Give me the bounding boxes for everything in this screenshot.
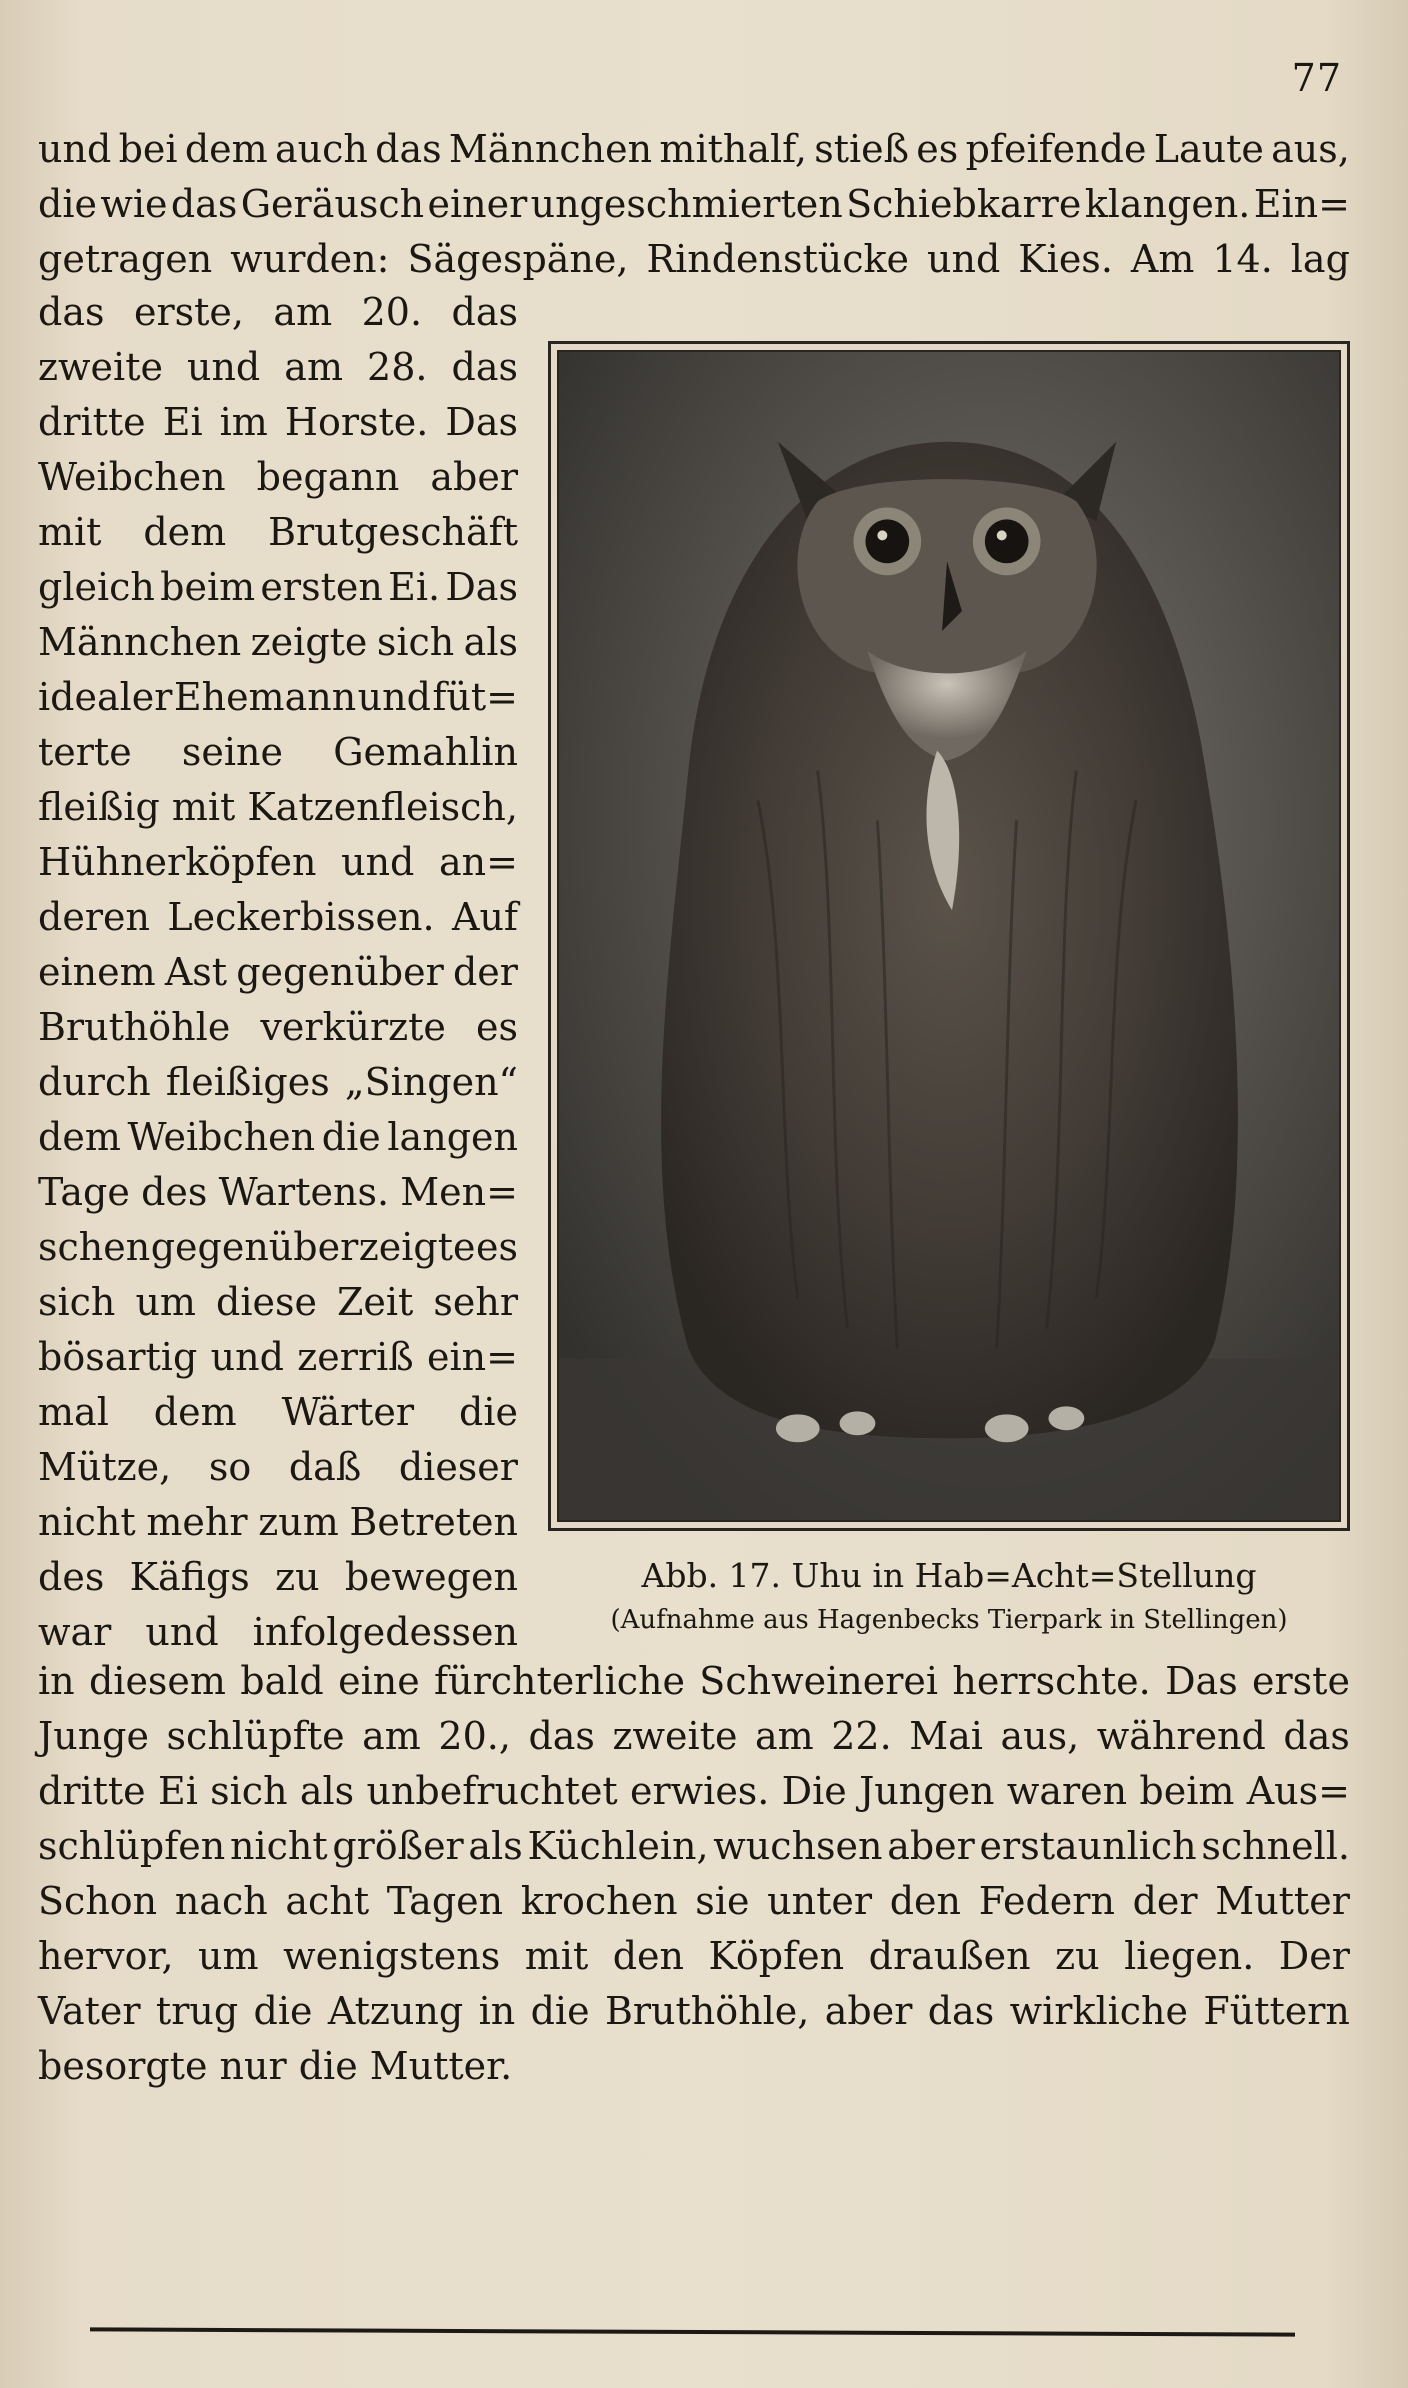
- word: wie: [100, 182, 168, 226]
- word: dem: [184, 127, 268, 171]
- word: größer: [332, 1824, 464, 1868]
- word: Die: [781, 1769, 847, 1813]
- word: Men=: [400, 1170, 518, 1214]
- word: Ei: [157, 1769, 198, 1813]
- word: war: [38, 1610, 112, 1654]
- word: und: [186, 345, 261, 389]
- word: diese: [216, 1280, 317, 1324]
- word: mit: [38, 510, 102, 554]
- word: aber: [430, 455, 518, 499]
- word: gegenüber: [236, 950, 444, 994]
- word: mit: [524, 1934, 589, 1978]
- word: hervor,: [38, 1934, 174, 1978]
- word: sich: [38, 1280, 116, 1324]
- word: Wartens.: [218, 1170, 390, 1214]
- word: um: [135, 1280, 196, 1324]
- word: klangen.: [1084, 182, 1251, 226]
- word: liegen.: [1124, 1934, 1255, 1978]
- word: ersten: [260, 565, 383, 609]
- word: Hühnerköpfen: [38, 840, 317, 884]
- word: zu: [275, 1555, 320, 1599]
- word: und: [145, 1610, 219, 1654]
- word: erste: [1252, 1659, 1350, 1703]
- text-line: [38, 1275, 518, 1329]
- word: Aus=: [1246, 1769, 1350, 1813]
- word: unbefruchtet: [366, 1769, 618, 1813]
- word: gleich: [38, 565, 155, 609]
- word: waren: [1006, 1769, 1128, 1813]
- word: Weibchen: [38, 455, 226, 499]
- text-line: [38, 1654, 1350, 1708]
- word: und: [210, 1335, 284, 1379]
- word: wuchsen: [713, 1824, 883, 1868]
- word: mit: [171, 785, 236, 829]
- word: so: [208, 1445, 252, 1489]
- word: Katzenfleisch,: [247, 785, 518, 829]
- word: mithalf,: [659, 127, 807, 171]
- word: Das: [445, 565, 518, 609]
- owl-photo: [557, 350, 1341, 1522]
- word: Küchlein,: [527, 1824, 709, 1868]
- word: der: [452, 950, 518, 994]
- page-bottom-rule: [90, 2327, 1295, 2336]
- word: Gemahlin: [333, 730, 518, 774]
- word: nicht: [38, 1500, 136, 1544]
- word: eine: [338, 1659, 420, 1703]
- text-line: [38, 1605, 518, 1659]
- word: stieß: [814, 127, 910, 171]
- text-line: [38, 1000, 518, 1054]
- word: Leckerbissen.: [167, 895, 435, 939]
- word: es: [475, 1005, 518, 1049]
- word: 20.,: [438, 1714, 511, 1758]
- word: zweite: [38, 345, 163, 389]
- word: Zeit: [337, 1280, 414, 1324]
- word: sie: [695, 1879, 750, 1923]
- word: als: [468, 1824, 523, 1868]
- word: die: [459, 1390, 518, 1434]
- word: aber: [824, 1989, 913, 2033]
- word: Weibchen: [127, 1115, 316, 1159]
- word: bei: [118, 127, 178, 171]
- word: Köpfen: [708, 1934, 845, 1978]
- word: das: [451, 345, 518, 389]
- word: Atzung: [327, 1989, 464, 2033]
- word: Tagen: [386, 1879, 504, 1923]
- word: schlüpfte: [166, 1714, 345, 1758]
- word: Horste.: [284, 400, 429, 444]
- word: Tage: [38, 1170, 130, 1214]
- word: zum: [258, 1500, 339, 1544]
- word: sehr: [433, 1280, 518, 1324]
- word: deren: [38, 895, 150, 939]
- word: als: [463, 620, 518, 664]
- word: schen: [38, 1225, 151, 1269]
- word: und: [38, 127, 112, 171]
- word: verkürzte: [260, 1005, 446, 1049]
- word: infolgedessen: [252, 1610, 518, 1654]
- word: es: [475, 1225, 518, 1269]
- word: sich: [210, 1769, 288, 1813]
- word: daß: [288, 1445, 362, 1489]
- word: Sägespäne,: [407, 237, 629, 281]
- word: es: [916, 127, 959, 171]
- word: des: [38, 1555, 105, 1599]
- word: Ast: [164, 950, 228, 994]
- word: beim: [1139, 1769, 1235, 1813]
- text-line: [38, 177, 1350, 231]
- word: Männchen: [38, 620, 242, 664]
- word: Käfigs: [129, 1555, 250, 1599]
- word: die: [38, 182, 97, 226]
- word: Das: [1165, 1659, 1238, 1703]
- text-line: [38, 1495, 518, 1549]
- text-line: [38, 1929, 1350, 1983]
- word: bösartig: [38, 1335, 198, 1379]
- word: des: [141, 1170, 208, 1214]
- text-line: [38, 1330, 518, 1384]
- word: Mütze,: [38, 1445, 172, 1489]
- word: begann: [256, 455, 400, 499]
- text-line: [38, 890, 518, 944]
- word: das: [1283, 1714, 1350, 1758]
- figure-caption: Abb. 17. Uhu in Hab=Acht=Stellung: [641, 1556, 1257, 1595]
- word: auch: [274, 127, 368, 171]
- word: ein=: [427, 1335, 518, 1379]
- word: 20.: [361, 290, 423, 334]
- word: dem: [143, 510, 227, 554]
- word: Das: [445, 400, 518, 444]
- word: diesem: [88, 1659, 226, 1703]
- word: mal: [38, 1390, 109, 1434]
- word: Mai: [909, 1714, 983, 1758]
- word: Mutter: [1215, 1879, 1350, 1923]
- text-line: [38, 1385, 518, 1439]
- text-line: [38, 835, 518, 889]
- word: draußen: [868, 1934, 1031, 1978]
- word: Männchen: [448, 127, 653, 171]
- word: Junge: [38, 1714, 149, 1758]
- word: die: [530, 1989, 590, 2033]
- word: Füttern: [1203, 1989, 1350, 2033]
- word: getragen: [38, 237, 213, 281]
- word: als: [299, 1769, 355, 1813]
- word: sich: [376, 620, 455, 664]
- word: erwies.: [629, 1769, 770, 1813]
- word: und: [357, 675, 431, 719]
- text-line: [38, 232, 1350, 286]
- word: pfeifende: [965, 127, 1147, 171]
- owl-illustration: [559, 352, 1339, 1520]
- text-line: [38, 1165, 518, 1219]
- word: das: [38, 290, 105, 334]
- word: zweite: [612, 1714, 738, 1758]
- word: und: [341, 840, 415, 884]
- word: nicht: [229, 1824, 328, 1868]
- word: zeigte: [250, 620, 368, 664]
- word: Schweinerei: [699, 1659, 939, 1703]
- word: Vater: [38, 1989, 141, 2033]
- word: aber: [887, 1824, 975, 1868]
- word: den: [889, 1879, 961, 1923]
- text-line: [38, 1440, 518, 1494]
- word: 22.: [831, 1714, 892, 1758]
- text-line: [38, 1550, 518, 1604]
- word: dem: [38, 1115, 121, 1159]
- text-line: [38, 450, 518, 504]
- text-line: [38, 725, 518, 779]
- word: die: [321, 1115, 381, 1159]
- word: Rindenstücke: [646, 237, 910, 281]
- text-line: [38, 780, 518, 834]
- word: fleißig: [38, 785, 160, 829]
- text-line: [38, 615, 518, 669]
- word: Schiebkarre: [846, 182, 1082, 226]
- word: zeigte: [358, 1225, 476, 1269]
- word: am: [754, 1714, 814, 1758]
- word: aus,: [1271, 127, 1350, 171]
- text-line: [38, 1874, 1350, 1928]
- word: 14.: [1212, 237, 1273, 281]
- text-line: [38, 560, 518, 614]
- text-line: [38, 1984, 1350, 2038]
- word: bald: [240, 1659, 324, 1703]
- word: wenigstens: [283, 1934, 501, 1978]
- word: einer: [427, 182, 528, 226]
- word: Schon: [38, 1879, 158, 1923]
- text-line: [38, 395, 518, 449]
- word: Federn: [978, 1879, 1115, 1923]
- word: dieser: [398, 1445, 518, 1489]
- word: bewegen: [344, 1555, 518, 1599]
- word: in: [38, 1659, 75, 1703]
- word: 28.: [367, 345, 428, 389]
- text-line: [38, 1709, 1350, 1763]
- text-line: [38, 505, 518, 559]
- word: Betreten: [349, 1500, 518, 1544]
- word: am: [284, 345, 343, 389]
- word: dem: [153, 1390, 237, 1434]
- word: die: [253, 1989, 313, 2033]
- word: füt=: [432, 675, 518, 719]
- word: schnell.: [1201, 1824, 1350, 1868]
- word: erstaunlich: [979, 1824, 1197, 1868]
- text-line: [38, 1819, 1350, 1873]
- text-line: [38, 122, 1350, 176]
- page-number: 77: [1291, 56, 1342, 100]
- word: im: [219, 400, 268, 444]
- word: Laute: [1153, 127, 1264, 171]
- word: „Singen“: [344, 1060, 518, 1104]
- word: das: [528, 1714, 595, 1758]
- word: um: [198, 1934, 259, 1978]
- text-line: [38, 2039, 1350, 2093]
- word: fleißiges: [165, 1060, 330, 1104]
- word: den: [612, 1934, 685, 1978]
- word: Am: [1130, 237, 1195, 281]
- word: Ei: [162, 400, 203, 444]
- word: Brutgeschäft: [268, 510, 518, 554]
- word: Bruthöhle,: [604, 1989, 810, 2033]
- word: an=: [439, 840, 518, 884]
- word: ungeschmierten: [530, 182, 843, 226]
- word: aus,: [1000, 1714, 1080, 1758]
- word: das: [170, 182, 238, 226]
- word: einem: [38, 950, 156, 994]
- text-line: [38, 1764, 1350, 1818]
- text-line: [38, 1110, 518, 1164]
- word: Ei.: [388, 565, 441, 609]
- word: Ehemann: [173, 675, 357, 719]
- word: während: [1096, 1714, 1266, 1758]
- text-line: [38, 1055, 518, 1109]
- word: nach: [174, 1879, 268, 1923]
- text-line: [38, 1220, 518, 1274]
- figure-credit: (Aufnahme aus Hagenbecks Tierpark in Stellingen): [610, 1605, 1288, 1635]
- word: zerriß: [297, 1335, 414, 1379]
- text-line: [38, 340, 518, 394]
- word: das: [375, 127, 442, 171]
- word: trug: [155, 1989, 239, 2033]
- word: der: [1132, 1879, 1198, 1923]
- text-line: [38, 670, 518, 724]
- word: Wärter: [281, 1390, 415, 1434]
- word: zu: [1055, 1934, 1100, 1978]
- word: herrschte.: [952, 1659, 1151, 1703]
- word: acht: [285, 1879, 370, 1923]
- word: das: [451, 290, 518, 334]
- word: am: [362, 1714, 421, 1758]
- word: seine: [181, 730, 283, 774]
- word: durch: [38, 1060, 151, 1104]
- word: Kies.: [1018, 237, 1113, 281]
- word: wirkliche: [1009, 1989, 1189, 2033]
- word: erste,: [133, 290, 244, 334]
- word: Geräusch: [240, 182, 425, 226]
- word: gegenüber: [150, 1225, 359, 1269]
- word: dritte: [38, 1769, 146, 1813]
- word: terte: [38, 730, 132, 774]
- word: unter: [767, 1879, 873, 1923]
- word: Ein=: [1253, 182, 1350, 226]
- word: lag: [1290, 237, 1350, 281]
- word: besorgte nur die Mutter.: [38, 2044, 513, 2088]
- word: am: [273, 290, 333, 334]
- word: Auf: [452, 895, 518, 939]
- word: in: [478, 1989, 516, 2033]
- word: wurden:: [230, 237, 390, 281]
- word: Bruthöhle: [38, 1005, 231, 1049]
- word: das: [927, 1989, 995, 2033]
- word: fürchterliche: [434, 1659, 685, 1703]
- word: und: [927, 237, 1001, 281]
- word: mehr: [146, 1500, 248, 1544]
- word: Jungen: [859, 1769, 995, 1813]
- word: beim: [160, 565, 256, 609]
- text-line: [38, 285, 518, 339]
- word: idealer: [38, 675, 173, 719]
- word: schlüpfen: [38, 1824, 226, 1868]
- word: krochen: [520, 1879, 678, 1923]
- word: dritte: [38, 400, 146, 444]
- word: Der: [1278, 1934, 1350, 1978]
- owl-photo-frame: [548, 341, 1350, 1531]
- word: langen: [387, 1115, 518, 1159]
- text-line: [38, 945, 518, 999]
